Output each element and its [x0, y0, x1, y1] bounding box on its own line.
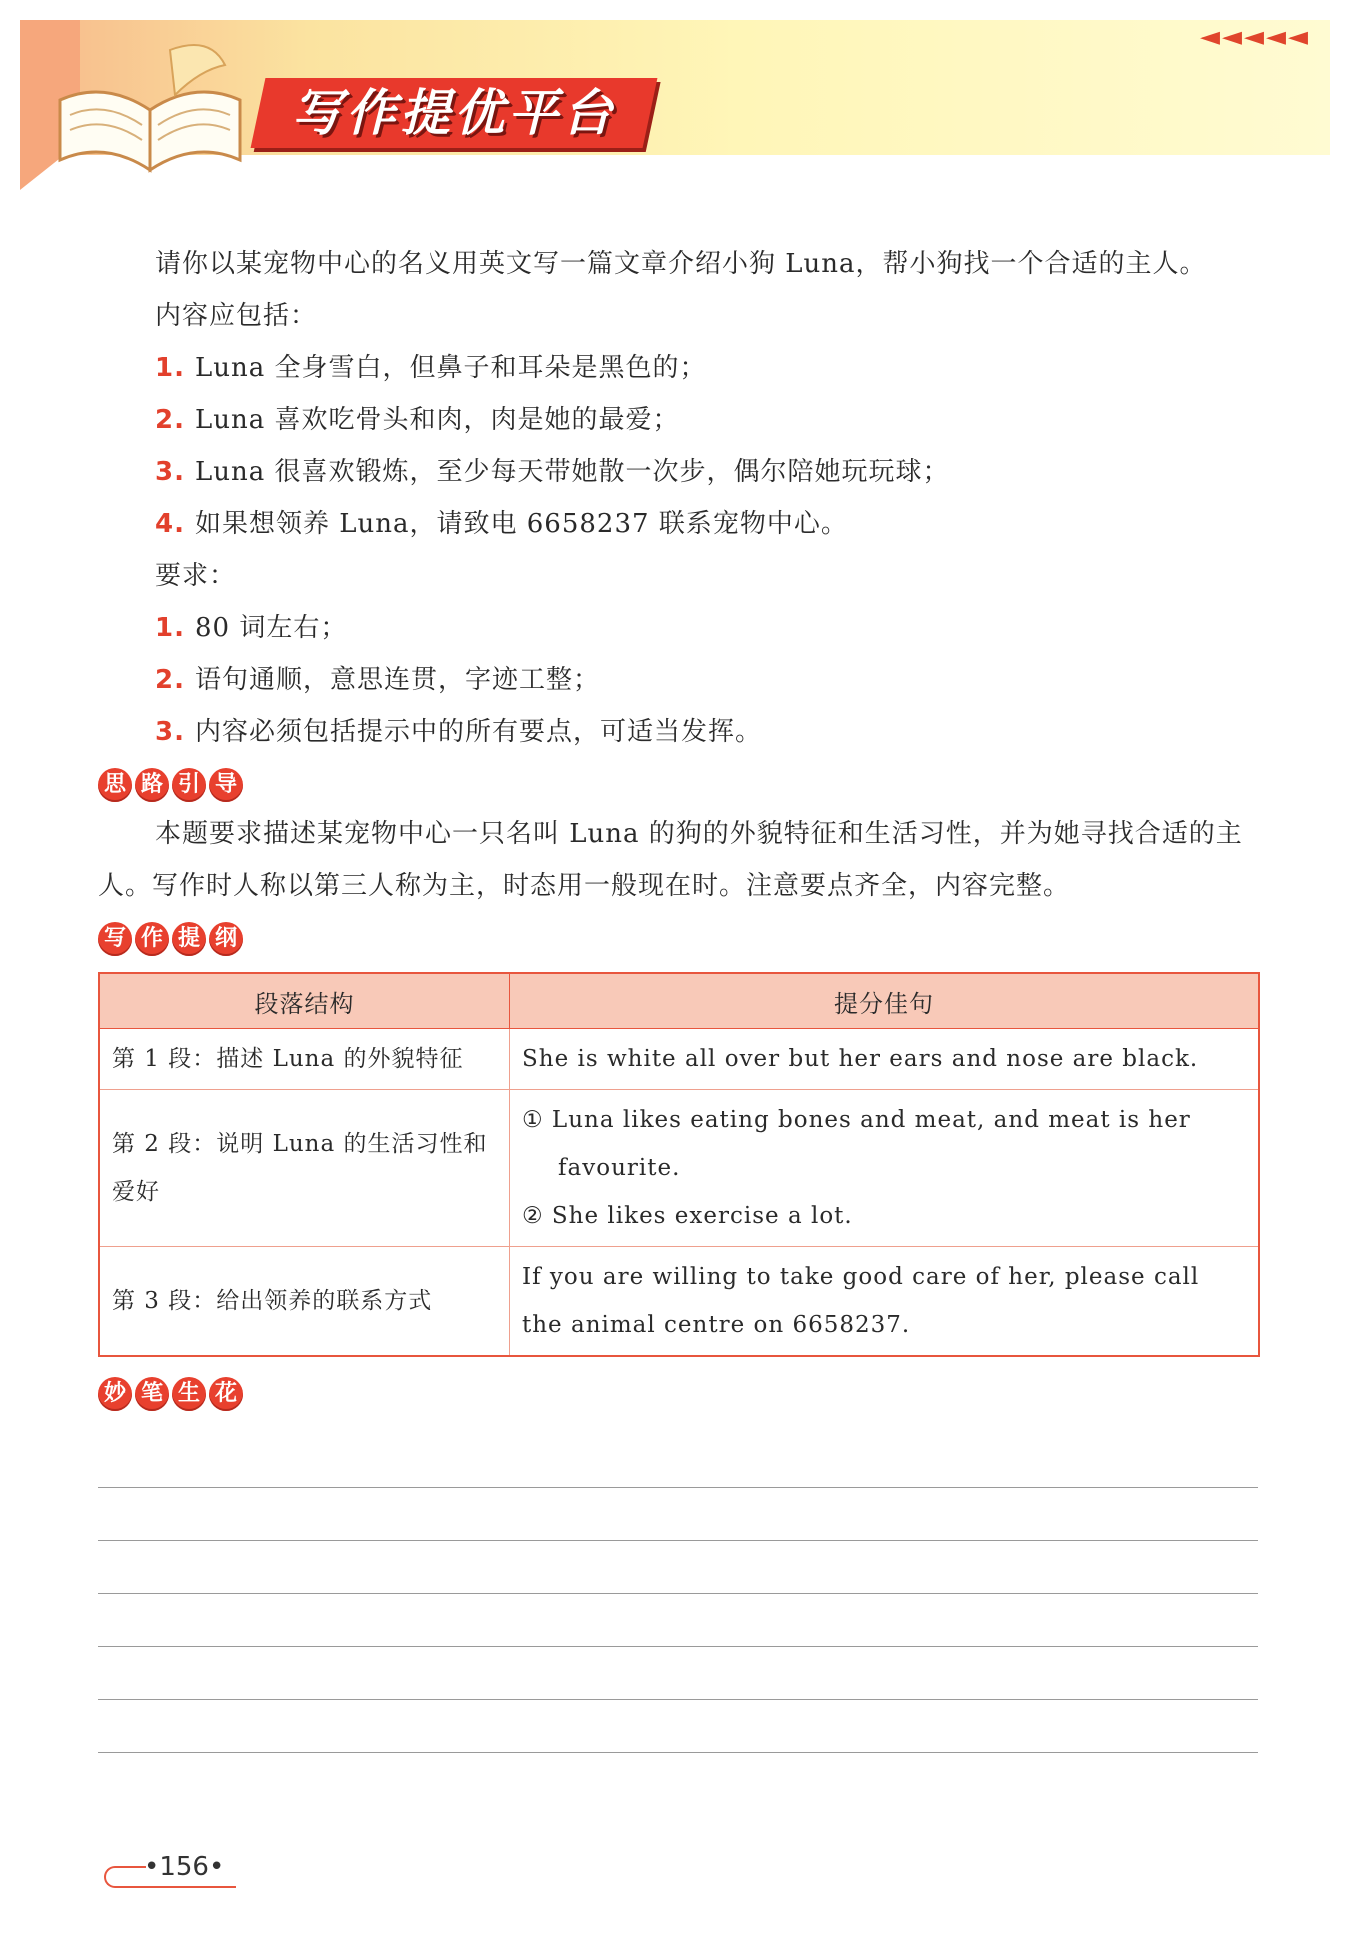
writing-area[interactable] [98, 1435, 1258, 1753]
requirement-item: 3. 内容必须包括提示中的所有要点，可适当发挥。 [155, 717, 762, 747]
requirement-item: 2. 语句通顺，意思连贯，字迹工整； [155, 665, 600, 695]
content-label: 内容应包括： [155, 301, 318, 331]
sentence: If you are willing to take good care of her, please call the animal centre on 6658237. [522, 1264, 1200, 1338]
heading-badge: 生 [172, 1377, 206, 1411]
column-header: 提分佳句 [510, 973, 1260, 1029]
structure-cell: 第 2 段：说明 Luna 的生活习性和爱好 [99, 1090, 510, 1247]
outline-table [98, 972, 1260, 1357]
heading-badge: 妙 [98, 1377, 132, 1411]
requirement-label: 要求： [155, 561, 237, 591]
practice-heading [98, 1375, 1258, 1413]
structure-cell: 第 1 段：描述 Luna 的外貌特征 [99, 1029, 510, 1090]
heading-badge: 导 [209, 768, 243, 802]
writing-line[interactable] [98, 1541, 1258, 1594]
sentence-cell [510, 1090, 1260, 1247]
sentence-cell [510, 1247, 1260, 1357]
table-row [99, 1247, 1259, 1357]
heading-badge: 花 [209, 1377, 243, 1411]
page-title: 写作提优平台 [292, 84, 616, 142]
open-book-icon [50, 40, 250, 175]
content-item: 4. 如果想领养 Luna，请致电 6658237 联系宠物中心。 [155, 509, 848, 539]
sentence: She is white all over but her ears and nose are black. [522, 1046, 1199, 1072]
heading-badge: 作 [135, 922, 169, 956]
heading-badge: 提 [172, 922, 206, 956]
main-content [98, 238, 1258, 1753]
structure-cell: 第 3 段：给出领养的联系方式 [99, 1247, 510, 1357]
heading-badge: 路 [135, 768, 169, 802]
guide-heading [98, 766, 1258, 804]
page-number [104, 1852, 234, 1892]
heading-badge: 思 [98, 768, 132, 802]
page-number-decoration [104, 1866, 146, 1888]
page-number-text: •156• [144, 1852, 225, 1882]
table-row [99, 1029, 1259, 1090]
prompt-intro: 请你以某宠物中心的名义用英文写一篇文章介绍小狗 Luna，帮小狗找一个合适的主人。 [155, 249, 1207, 279]
content-item: 2. Luna 喜欢吃骨头和肉，肉是她的最爱； [155, 405, 680, 435]
writing-line[interactable] [98, 1647, 1258, 1700]
decorative-arrows: ◄◄◄◄◄ [1200, 22, 1310, 52]
column-header: 段落结构 [99, 973, 510, 1029]
heading-badge: 引 [172, 768, 206, 802]
outline-heading [98, 920, 1258, 958]
writing-line[interactable] [98, 1594, 1258, 1647]
writing-line[interactable] [98, 1435, 1258, 1488]
writing-line[interactable] [98, 1488, 1258, 1541]
heading-badge: 写 [98, 922, 132, 956]
requirement-item: 1. 80 词左右； [155, 613, 348, 643]
heading-badge: 笔 [135, 1377, 169, 1411]
content-item: 3. Luna 很喜欢锻炼，至少每天带她散一次步，偶尔陪她玩玩球； [155, 457, 950, 487]
table-header-row [99, 973, 1259, 1029]
content-item: 1. Luna 全身雪白，但鼻子和耳朵是黑色的； [155, 353, 707, 383]
page-number-underline [124, 1886, 236, 1888]
heading-badge: 纲 [209, 922, 243, 956]
writing-line[interactable] [98, 1700, 1258, 1753]
sentence-cell [510, 1029, 1260, 1090]
sentence: ② She likes exercise a lot. [522, 1203, 853, 1229]
guide-text: 本题要求描述某宠物中心一只名叫 Luna 的狗的外貌特征和生活习性，并为她寻找合适的主人。写作时人称以第三人称为主，时态用一般现在时。注意要点齐全，内容完整。 [98, 819, 1243, 901]
sentence: ① Luna likes eating bones and meat, and meat is her favourite. [522, 1107, 1191, 1181]
table-row [99, 1090, 1259, 1247]
